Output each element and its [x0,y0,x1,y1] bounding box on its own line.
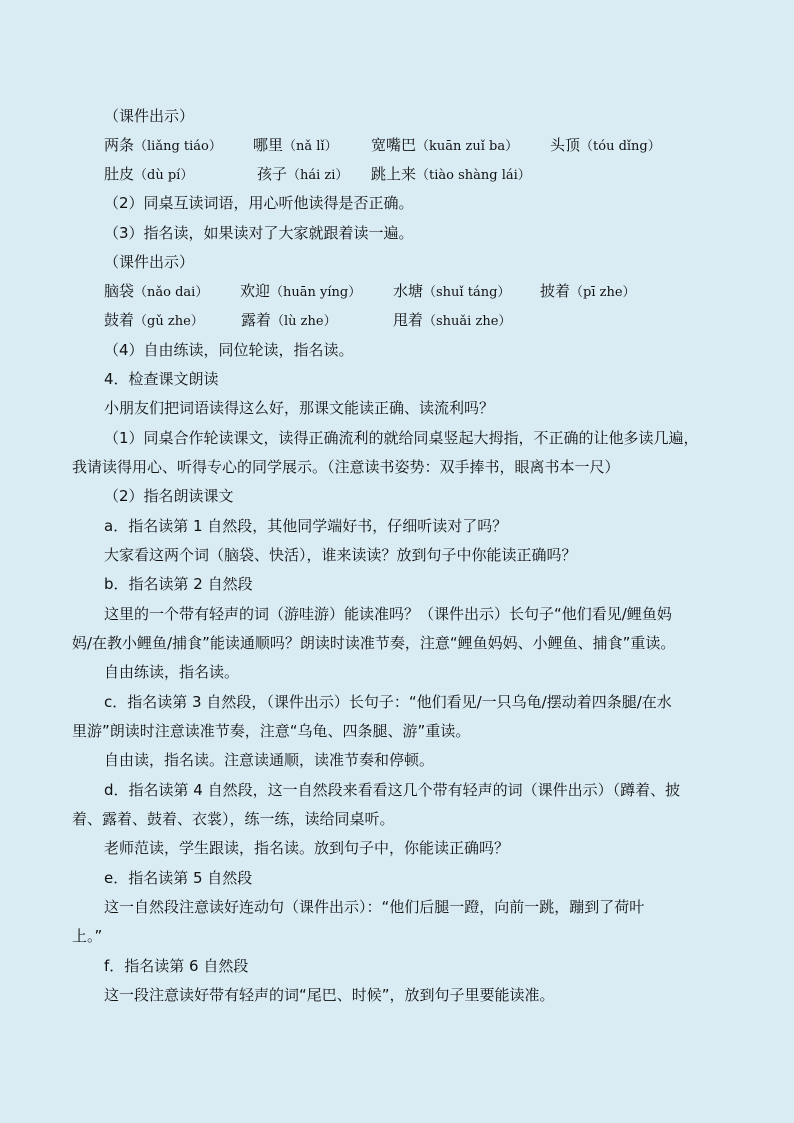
paragraph: 自由练读，指名读。 [104,663,240,681]
paragraph: 小朋友们把词语读得这么好，那课文能读正确、读流利吗？ [104,399,495,417]
vocab-word: 宽嘴巴（kuān zuǐ ba） [371,136,519,154]
paragraph: 这一段注意读好带有轻声的词“尾巴、时候”，放到句子里要能读准。 [104,986,555,1004]
vocab-word: 肚皮（dù pí） [104,165,194,183]
vocab-word: 水塘（shuǐ táng） [393,282,511,300]
vocab-word: 甩着（shuǎi zhe） [393,311,512,329]
subheading: （2）指名朗读课文 [104,487,234,505]
step-2: （2）同桌互读词语，用心听他读得是否正确。 [104,194,414,212]
vocab-word: 露着（lù zhe） [241,311,337,329]
paragraph: 老师范读，学生跟读，指名读。放到句子中，你能读正确吗？ [104,839,510,857]
paragraph: a．指名读第 1 自然段，其他同学端好书，仔细听读对了吗？ [104,517,508,535]
paragraph: 着、露着、鼓着、衣裳），练一练，读给同桌听。 [72,810,395,828]
paragraph: 这里的一个带有轻声的词（游哇游）能读准吗？（课件出示）长句子“他们看见/鲤鱼妈 [104,605,672,623]
vocab-word: 孩子（hái zi） [257,165,349,183]
section-heading: 4．检查课文朗读 [104,370,219,388]
vocab-word: 头顶（tóu dǐng） [550,136,661,154]
courseware-label-2: （课件出示） [104,253,195,271]
vocab-word: 鼓着（gǔ zhe） [104,311,204,329]
vocab-word: 跳上来（tiào shàng lái） [371,165,531,183]
paragraph: f．指名读第 6 自然段 [104,957,249,975]
step-3: （3）指名读，如果读对了大家就跟着读一遍。 [104,224,414,242]
vocab-word: 欢迎（huān yíng） [240,282,362,300]
paragraph: e．指名读第 5 自然段 [104,869,253,887]
paragraph: 自由读，指名读。注意读通顺，读准节奏和停顿。 [104,751,435,769]
vocab-word: 哪里（nǎ lǐ） [253,136,338,154]
paragraph: d．指名读第 4 自然段，这一自然段来看看这几个带有轻声的词（课件出示）（蹲着、披 [104,781,681,799]
paragraph: 上。” [72,927,103,945]
paragraph: 妈/在教小鲤鱼/捕食”能读通顺吗？朗读时读准节奏，注意“鲤鱼妈妈、小鲤鱼、捕食”重读。 [72,634,676,652]
paragraph: （1）同桌合作轮读课文，读得正确流利的就给同桌竖起大拇指，不正确的让他多读几遍， [104,429,699,447]
paragraph: c．指名读第 3 自然段，（课件出示）长句子：“他们看见/一只乌龟/摆动着四条腿/在水 [104,693,672,711]
vocab-word: 披着（pī zhe） [540,282,636,300]
paragraph: 这一自然段注意读好连动句（课件出示）：“他们后腿一蹬，向前一跳，蹦到了荷叶 [104,898,645,916]
vocab-word: 脑袋（nǎo dai） [104,282,209,300]
step-4: （4）自由练读，同位轮读，指名读。 [104,341,354,359]
paragraph: b．指名读第 2 自然段 [104,575,253,593]
courseware-label-1: （课件出示） [104,107,195,125]
vocab-word: 两条（liǎng tiáo） [104,136,222,154]
paragraph: 我请读得用心、听得专心的同学展示。（注意读书姿势：双手捧书，眼离书本一尺） [72,458,620,476]
paragraph: 里游”朗读时注意读准节奏，注意“乌龟、四条腿、游”重读。 [72,722,471,740]
paragraph: 大家看这两个词（脑袋、快活），谁来读读？放到句子中你能读正确吗？ [104,546,577,564]
